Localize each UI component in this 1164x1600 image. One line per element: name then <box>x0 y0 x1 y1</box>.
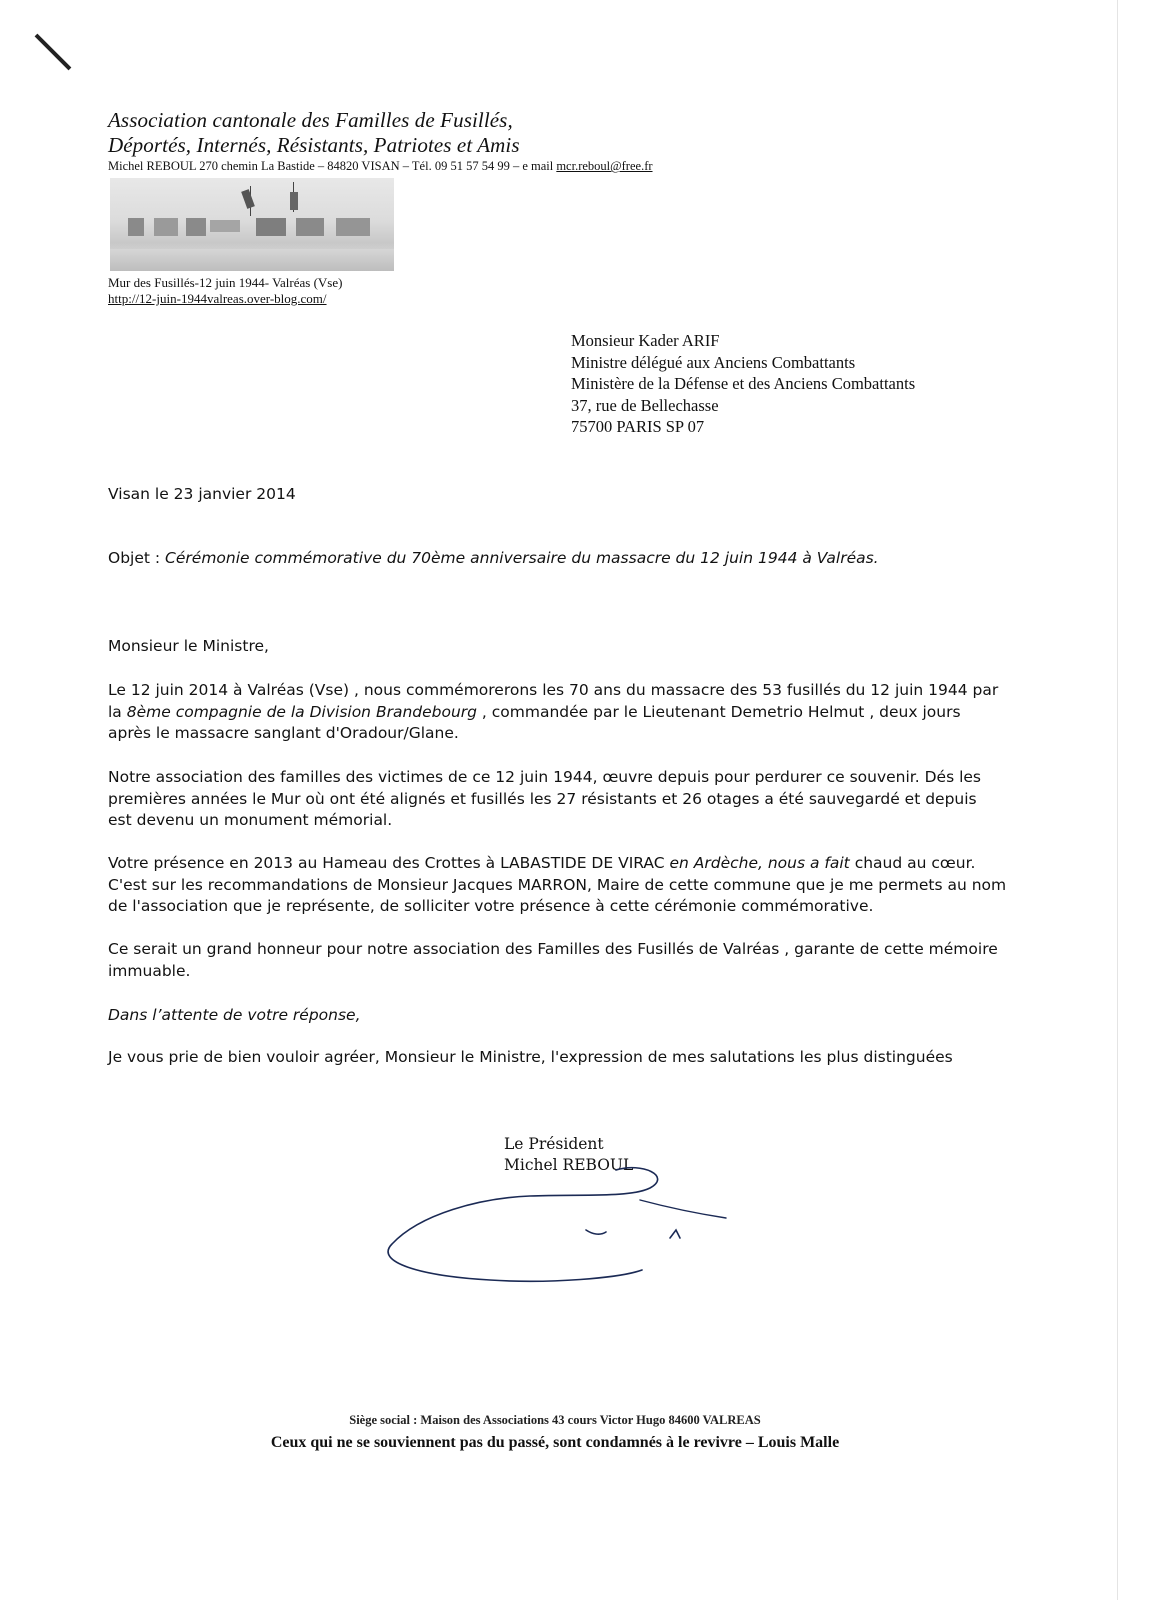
letter-paragraph-5: Dans l’attente de votre réponse, <box>108 1006 361 1024</box>
letter-closing: Je vous prie de bien vouloir agréer, Monsieur le Ministre, l'expression de mes salutations les plus distinguées <box>108 1048 953 1066</box>
letter-paragraph-2: Notre association des familles des victimes de ce 12 juin 1944, œuvre depuis pour perdurer ce souvenir. Dés les premières années le Mur où ont été alignés et fusillés les 27 résistants et 26 otages a été sauvegardé et depuis est devenu un monument mémorial. <box>108 768 981 829</box>
association-name-line2: Déportés, Internés, Résistants, Patriotes et Amis <box>108 133 520 157</box>
object-label: Objet : <box>108 549 166 567</box>
object-text-italic: Cérémonie commémorative <box>165 549 382 567</box>
recipient-city: 75700 PARIS SP 07 <box>571 417 705 436</box>
corner-stroke-mark <box>35 34 72 71</box>
letter-paragraph-1 <box>108 680 1008 745</box>
recipient-ministry: Ministère de la Défense et des Anciens Combattants <box>571 374 916 393</box>
footer-headquarters: Siège social : Maison des Associations 43 cours Victor Hugo 84600 VALREAS <box>349 1413 761 1427</box>
recipient-name: Monsieur Kader ARIF <box>571 331 720 350</box>
p1-part-c: , commandée par le Lieutenant Demetrio Helmut , deux jours après le massacre sanglant d'Oradour/Glane. <box>108 702 961 742</box>
recipient-title: Ministre délégué aux Anciens Combattants <box>571 352 856 372</box>
scan-edge-line <box>1117 0 1118 1600</box>
recipient-address <box>571 330 915 438</box>
letter-paragraph-4: Ce serait un grand honneur pour notre association des Familles des Fusillés de Valréas , garante de cette mémoire immuable. <box>108 940 998 980</box>
recipient-street: 37, rue de Bellechasse <box>571 395 719 415</box>
letter-salutation: Monsieur le Ministre, <box>108 637 269 655</box>
footer-quote: Ceux qui ne se souviennent pas du passé, sont condamnés à le revivre – Louis Malle <box>270 1434 840 1451</box>
p1-part-b: 8ème compagnie de la Division Brandebourg <box>126 702 477 721</box>
handwritten-signature <box>380 1158 740 1298</box>
association-name-line1: Association cantonale des Familles de Fusillés, <box>108 108 513 132</box>
letter-date: Visan le 23 janvier 2014 <box>108 485 296 503</box>
memorial-wall-photo <box>110 178 394 271</box>
contact-text: Michel REBOUL 270 chemin La Bastide – 84820 VISAN – Tél. 09 51 57 54 99 – e mail <box>108 159 557 173</box>
p3-part-b: en Ardèche, nous a fait <box>669 854 850 872</box>
letter-paragraph-3 <box>108 853 1008 918</box>
signatory-title: Le Président <box>504 1135 604 1153</box>
object-text-rest: du 70ème anniversaire du massacre du 12 juin 1944 à Valréas. <box>381 549 879 567</box>
photo-caption: Mur des Fusillés-12 juin 1944- Valréas (Vse) <box>108 275 343 290</box>
signatory-name: Michel REBOUL <box>504 1156 634 1174</box>
contact-line <box>108 159 653 174</box>
p3-part-c: chaud au cœur. C'est sur les recommandations de Monsieur Jacques MARRON, Maire de cette commune que je me permets au nom de l'association que je représente, de solliciter votre présence à cette cérémonie commémorative. <box>108 854 1007 915</box>
contact-email: mcr.reboul@free.fr <box>556 159 653 173</box>
p3-part-a: Votre présence en 2013 au Hameau des Crottes à LABASTIDE DE VIRAC <box>108 854 670 872</box>
blog-link[interactable]: http://12-juin-1944valreas.over-blog.com/ <box>108 291 327 306</box>
letter-object <box>108 548 968 570</box>
p1-part-a: Le 12 juin 2014 à Valréas (Vse) , nous commémorerons les 70 ans du massacre des 53 fusillés du 12 juin 1944 par la <box>108 681 999 721</box>
